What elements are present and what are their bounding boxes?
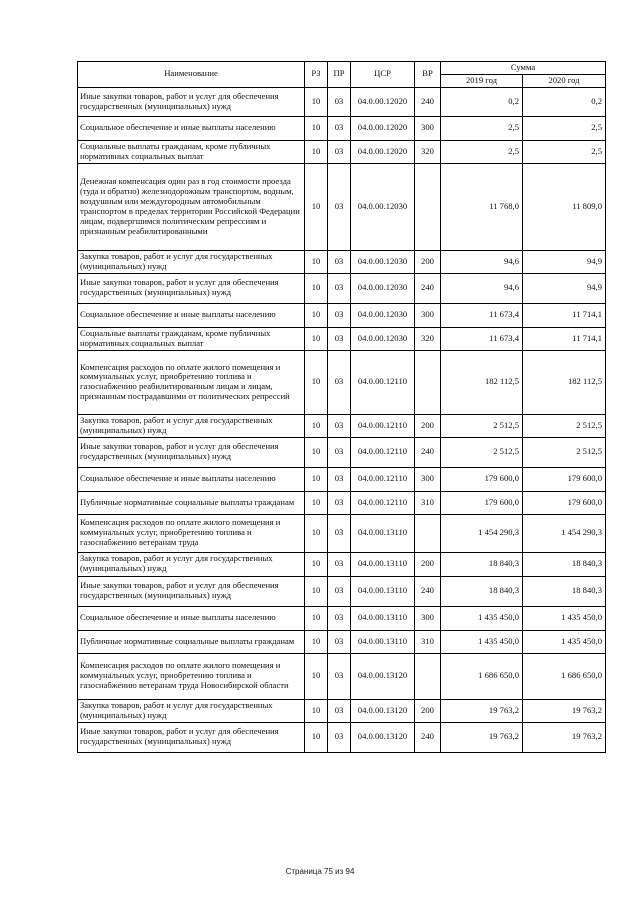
cell-name: Компенсация расходов по оплате жилого помещения и коммунальных услуг, приобретению топлива и газоснабжению реабилитированным лицам и лицам, признанным пострадавшими от политических репрессий xyxy=(78,350,305,414)
cell-rz: 10 xyxy=(305,653,328,699)
cell-rz: 10 xyxy=(305,437,328,467)
cell-pr: 03 xyxy=(328,414,351,437)
table-row xyxy=(78,163,606,250)
cell-2019: 2,5 xyxy=(441,116,523,140)
cell-name: Публичные нормативные социальные выплаты гражданам xyxy=(78,630,305,653)
cell-pr: 03 xyxy=(328,722,351,752)
cell-name: Денежная компенсация один раз в год стоимости проезда (туда и обратно) железнодорожным транспортом, водным, воздушным или междугородным автомобильным транспортом в пределах территории Российской Федерации лицам, подвергшимся политическим репрессиям и признанным реабилитированными xyxy=(78,163,305,250)
table-row xyxy=(78,653,606,699)
cell-2019: 18 840,3 xyxy=(441,552,523,576)
cell-rz: 10 xyxy=(305,350,328,414)
cell-2020: 18 840,3 xyxy=(523,576,606,606)
cell-2020: 18 840,3 xyxy=(523,552,606,576)
table-row xyxy=(78,273,606,303)
cell-name: Социальные выплаты гражданам, кроме публичных нормативных социальных выплат xyxy=(78,140,305,163)
cell-csr: 04.0.00.12030 xyxy=(351,273,415,303)
cell-pr: 03 xyxy=(328,273,351,303)
table-row xyxy=(78,87,606,116)
cell-rz: 10 xyxy=(305,630,328,653)
cell-2019: 11 673,4 xyxy=(441,303,523,327)
cell-pr: 03 xyxy=(328,250,351,273)
table-row xyxy=(78,552,606,576)
cell-2020: 179 600,0 xyxy=(523,491,606,514)
cell-vr: 320 xyxy=(415,140,441,163)
cell-name: Иные закупки товаров, работ и услуг для обеспечения государственных (муниципальных) нужд xyxy=(78,576,305,606)
cell-vr: 240 xyxy=(415,273,441,303)
cell-2019: 1 454 290,3 xyxy=(441,514,523,552)
table-row xyxy=(78,437,606,467)
header-csr: ЦСР xyxy=(351,62,415,88)
table-row xyxy=(78,140,606,163)
table-row xyxy=(78,630,606,653)
cell-csr: 04.0.00.12110 xyxy=(351,491,415,514)
table-row xyxy=(78,350,606,414)
table-row xyxy=(78,491,606,514)
cell-rz: 10 xyxy=(305,699,328,722)
cell-csr: 04.0.00.12030 xyxy=(351,303,415,327)
cell-rz: 10 xyxy=(305,552,328,576)
cell-name: Социальное обеспечение и иные выплаты населению xyxy=(78,467,305,491)
cell-vr: 240 xyxy=(415,722,441,752)
cell-2019: 2 512,5 xyxy=(441,414,523,437)
cell-name: Закупка товаров, работ и услуг для государственных (муниципальных) нужд xyxy=(78,250,305,273)
cell-2019: 11 768,0 xyxy=(441,163,523,250)
cell-2019: 179 600,0 xyxy=(441,467,523,491)
cell-vr: 240 xyxy=(415,87,441,116)
cell-rz: 10 xyxy=(305,273,328,303)
cell-rz: 10 xyxy=(305,327,328,350)
cell-csr: 04.0.00.13120 xyxy=(351,722,415,752)
cell-rz: 10 xyxy=(305,467,328,491)
cell-csr: 04.0.00.12020 xyxy=(351,140,415,163)
table-row xyxy=(78,576,606,606)
cell-csr: 04.0.00.13110 xyxy=(351,606,415,630)
cell-vr xyxy=(415,163,441,250)
table-row xyxy=(78,327,606,350)
cell-pr: 03 xyxy=(328,116,351,140)
cell-vr: 200 xyxy=(415,250,441,273)
cell-2020: 1 686 650,0 xyxy=(523,653,606,699)
cell-rz: 10 xyxy=(305,250,328,273)
cell-vr: 320 xyxy=(415,327,441,350)
cell-rz: 10 xyxy=(305,491,328,514)
cell-2020: 0,2 xyxy=(523,87,606,116)
cell-2019: 19 763,2 xyxy=(441,699,523,722)
cell-pr: 03 xyxy=(328,350,351,414)
cell-pr: 03 xyxy=(328,514,351,552)
cell-rz: 10 xyxy=(305,163,328,250)
cell-csr: 04.0.00.12020 xyxy=(351,116,415,140)
cell-pr: 03 xyxy=(328,491,351,514)
table-row xyxy=(78,606,606,630)
cell-pr: 03 xyxy=(328,653,351,699)
header-2020: 2020 год xyxy=(523,74,606,87)
cell-2020: 1 435 450,0 xyxy=(523,630,606,653)
cell-2019: 1 686 650,0 xyxy=(441,653,523,699)
cell-2020: 11 714,1 xyxy=(523,327,606,350)
cell-2019: 19 763,2 xyxy=(441,722,523,752)
cell-2020: 11 714,1 xyxy=(523,303,606,327)
budget-table xyxy=(77,61,606,753)
cell-csr: 04.0.00.13120 xyxy=(351,653,415,699)
cell-csr: 04.0.00.13110 xyxy=(351,514,415,552)
cell-name: Иные закупки товаров, работ и услуг для обеспечения государственных (муниципальных) нужд xyxy=(78,722,305,752)
cell-2019: 18 840,3 xyxy=(441,576,523,606)
cell-2020: 1 454 290,3 xyxy=(523,514,606,552)
cell-csr: 04.0.00.12110 xyxy=(351,414,415,437)
cell-2020: 2,5 xyxy=(523,140,606,163)
cell-2020: 2 512,5 xyxy=(523,414,606,437)
cell-pr: 03 xyxy=(328,606,351,630)
cell-2019: 2 512,5 xyxy=(441,437,523,467)
cell-pr: 03 xyxy=(328,699,351,722)
cell-vr xyxy=(415,514,441,552)
cell-vr xyxy=(415,653,441,699)
cell-2019: 2,5 xyxy=(441,140,523,163)
cell-name: Компенсация расходов по оплате жилого помещения и коммунальных услуг, приобретению топлива и газоснабжению ветеранам труда Новосибирской области xyxy=(78,653,305,699)
cell-2019: 0,2 xyxy=(441,87,523,116)
table-row xyxy=(78,414,606,437)
cell-name: Закупка товаров, работ и услуг для государственных (муниципальных) нужд xyxy=(78,414,305,437)
cell-rz: 10 xyxy=(305,414,328,437)
cell-2020: 19 763,2 xyxy=(523,699,606,722)
cell-vr: 310 xyxy=(415,491,441,514)
cell-vr: 300 xyxy=(415,606,441,630)
cell-name: Закупка товаров, работ и услуг для государственных (муниципальных) нужд xyxy=(78,699,305,722)
table-row xyxy=(78,514,606,552)
table-body xyxy=(78,87,606,752)
cell-csr: 04.0.00.12110 xyxy=(351,350,415,414)
cell-pr: 03 xyxy=(328,327,351,350)
cell-2019: 11 673,4 xyxy=(441,327,523,350)
cell-rz: 10 xyxy=(305,140,328,163)
cell-pr: 03 xyxy=(328,87,351,116)
cell-name: Закупка товаров, работ и услуг для государственных (муниципальных) нужд xyxy=(78,552,305,576)
cell-vr: 310 xyxy=(415,630,441,653)
header-2019: 2019 год xyxy=(441,74,523,87)
cell-vr: 200 xyxy=(415,699,441,722)
cell-pr: 03 xyxy=(328,630,351,653)
table-header xyxy=(78,62,606,88)
header-rz: РЗ xyxy=(305,62,328,88)
cell-csr: 04.0.00.12030 xyxy=(351,163,415,250)
cell-csr: 04.0.00.12110 xyxy=(351,467,415,491)
cell-pr: 03 xyxy=(328,437,351,467)
cell-csr: 04.0.00.12110 xyxy=(351,437,415,467)
cell-vr: 300 xyxy=(415,116,441,140)
cell-pr: 03 xyxy=(328,163,351,250)
cell-2019: 94,6 xyxy=(441,250,523,273)
cell-2020: 2,5 xyxy=(523,116,606,140)
table-row xyxy=(78,116,606,140)
cell-pr: 03 xyxy=(328,467,351,491)
cell-rz: 10 xyxy=(305,303,328,327)
cell-csr: 04.0.00.12020 xyxy=(351,87,415,116)
cell-vr: 300 xyxy=(415,303,441,327)
cell-2019: 179 600,0 xyxy=(441,491,523,514)
cell-name: Компенсация расходов по оплате жилого помещения и коммунальных услуг, приобретению топлива и газоснабжению ветеранам труда xyxy=(78,514,305,552)
cell-rz: 10 xyxy=(305,514,328,552)
cell-2020: 94,9 xyxy=(523,250,606,273)
cell-vr: 200 xyxy=(415,414,441,437)
cell-2020: 11 809,0 xyxy=(523,163,606,250)
cell-name: Иные закупки товаров, работ и услуг для обеспечения государственных (муниципальных) нужд xyxy=(78,437,305,467)
header-name: Наименование xyxy=(78,62,305,88)
table-row xyxy=(78,467,606,491)
cell-vr: 240 xyxy=(415,437,441,467)
table-row xyxy=(78,722,606,752)
cell-pr: 03 xyxy=(328,140,351,163)
cell-rz: 10 xyxy=(305,606,328,630)
cell-rz: 10 xyxy=(305,87,328,116)
cell-2020: 182 112,5 xyxy=(523,350,606,414)
cell-csr: 04.0.00.12030 xyxy=(351,327,415,350)
cell-2019: 182 112,5 xyxy=(441,350,523,414)
cell-2019: 1 435 450,0 xyxy=(441,606,523,630)
cell-pr: 03 xyxy=(328,552,351,576)
cell-csr: 04.0.00.12030 xyxy=(351,250,415,273)
table-row xyxy=(78,303,606,327)
cell-pr: 03 xyxy=(328,576,351,606)
header-pr: ПР xyxy=(328,62,351,88)
cell-pr: 03 xyxy=(328,303,351,327)
cell-vr: 300 xyxy=(415,467,441,491)
cell-name: Иные закупки товаров, работ и услуг для обеспечения государственных (муниципальных) нужд xyxy=(78,87,305,116)
cell-vr xyxy=(415,350,441,414)
cell-2020: 1 435 450,0 xyxy=(523,606,606,630)
cell-csr: 04.0.00.13110 xyxy=(351,630,415,653)
cell-2019: 94,6 xyxy=(441,273,523,303)
cell-2019: 1 435 450,0 xyxy=(441,630,523,653)
cell-csr: 04.0.00.13120 xyxy=(351,699,415,722)
cell-vr: 240 xyxy=(415,576,441,606)
cell-2020: 19 763,2 xyxy=(523,722,606,752)
cell-csr: 04.0.00.13110 xyxy=(351,552,415,576)
cell-csr: 04.0.00.13110 xyxy=(351,576,415,606)
cell-rz: 10 xyxy=(305,116,328,140)
table-row xyxy=(78,699,606,722)
cell-name: Социальные выплаты гражданам, кроме публичных нормативных социальных выплат xyxy=(78,327,305,350)
table-row xyxy=(78,250,606,273)
cell-rz: 10 xyxy=(305,722,328,752)
cell-name: Социальное обеспечение и иные выплаты населению xyxy=(78,303,305,327)
cell-2020: 179 600,0 xyxy=(523,467,606,491)
cell-2020: 94,9 xyxy=(523,273,606,303)
cell-rz: 10 xyxy=(305,576,328,606)
cell-name: Социальное обеспечение и иные выплаты населению xyxy=(78,606,305,630)
cell-2020: 2 512,5 xyxy=(523,437,606,467)
cell-name: Социальное обеспечение и иные выплаты населению xyxy=(78,116,305,140)
page-footer: Страница 75 из 94 xyxy=(285,867,355,876)
cell-name: Иные закупки товаров, работ и услуг для обеспечения государственных (муниципальных) нужд xyxy=(78,273,305,303)
cell-vr: 200 xyxy=(415,552,441,576)
header-vr: ВР xyxy=(415,62,441,88)
header-sum: Сумма xyxy=(441,62,606,75)
cell-name: Публичные нормативные социальные выплаты гражданам xyxy=(78,491,305,514)
